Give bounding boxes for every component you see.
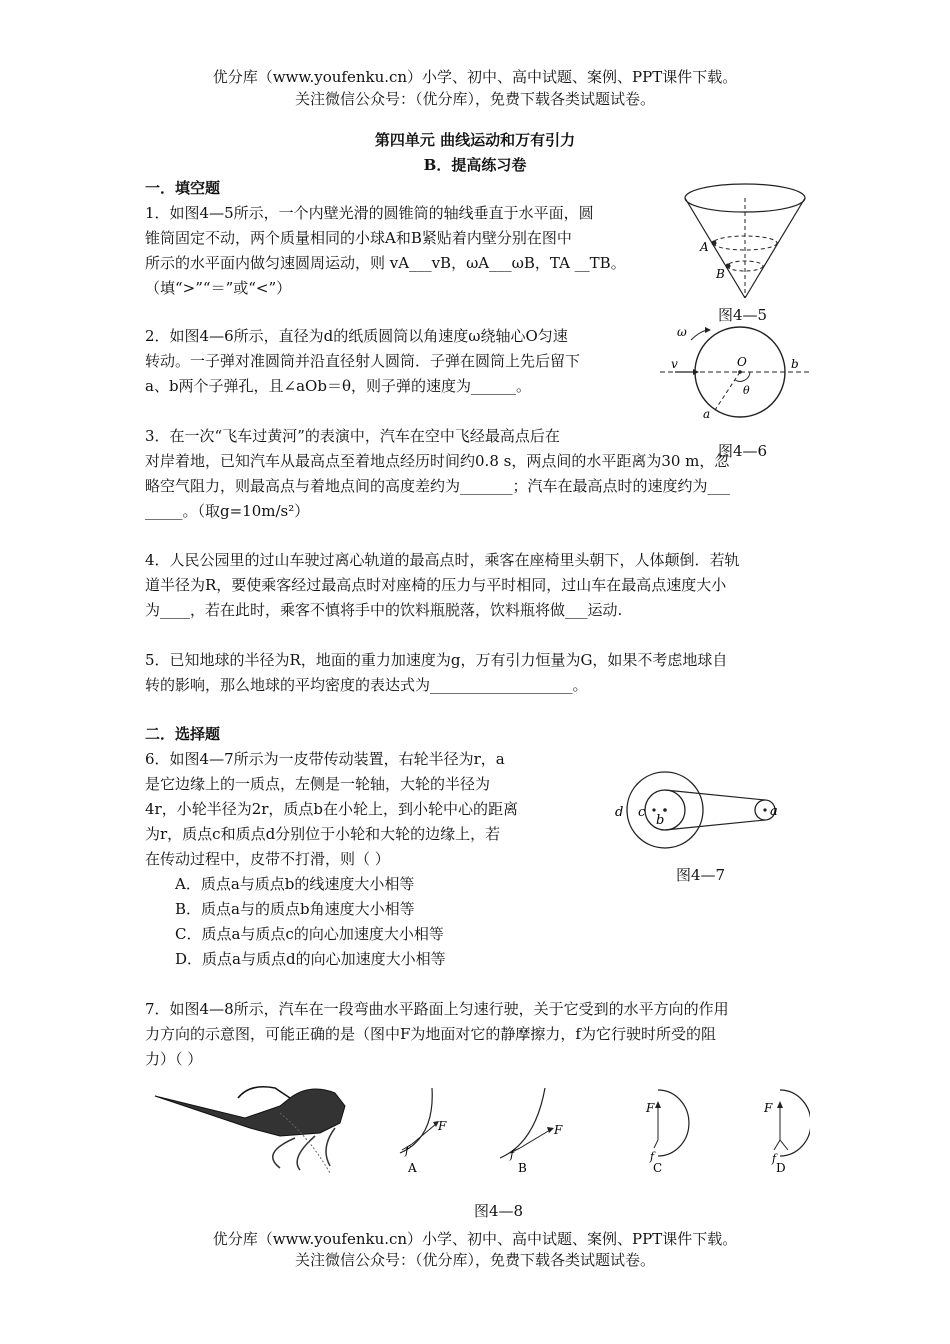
q1-line-1: 1．如图4—5所示，一个内壁光滑的圆锥筒的轴线垂直于水平面，圆 bbox=[145, 204, 594, 222]
diagram-c-F: F bbox=[646, 1101, 655, 1115]
q6-option-d: D．质点a与质点d的向心加速度大小相等 bbox=[175, 950, 446, 968]
q7-line-1: 7．如图4—8所示，汽车在一段弯曲水平路面上匀速行驶，关于它受到的水平方向的作用 bbox=[145, 1000, 729, 1018]
q6-option-b: B．质点a与的质点b角速度大小相等 bbox=[175, 900, 415, 918]
diagram-d-F: F bbox=[764, 1101, 773, 1115]
figure-d-label: d bbox=[615, 805, 624, 820]
q7-line-2: 力方向的示意图，可能正确的是（图中F为地面对它的静摩擦力，f为它行驶时所受的阻 bbox=[145, 1025, 716, 1043]
figure-v-label: v bbox=[671, 357, 678, 371]
q3-line-3: 略空气阻力，则最高点与着地点间的高度差约为_______；汽车在最高点时的速度约为___ bbox=[145, 477, 731, 495]
diagram-label-a: A bbox=[408, 1161, 417, 1175]
section-heading-choice: 二．选择题 bbox=[145, 725, 221, 743]
figure-b-label-2: b bbox=[656, 813, 665, 828]
q3-line-4: _____。（取g=10m/s²） bbox=[145, 502, 310, 520]
q3-line-2: 对岸着地，已知汽车从最高点至着地点经历时间约0.8 s，两点间的水平距离为30 m，忽 bbox=[145, 452, 730, 470]
figure-label-a: A bbox=[700, 240, 709, 254]
q2-line-1: 2．如图4—6所示，直径为d的纸质圆筒以角速度ω绕轴心O匀速 bbox=[145, 327, 568, 345]
q4-line-1: 4．人民公园里的过山车驶过离心轨道的最高点时，乘客在座椅里头朝下，人体颠倒．若轨 bbox=[145, 551, 740, 569]
diagram-b-F: F bbox=[554, 1123, 563, 1137]
figure-omega-label: ω bbox=[677, 325, 687, 339]
q5-line-1: 5．已知地球的半径为R，地面的重力加速度为g，万有引力恒量为G，如果不考虑地球自 bbox=[145, 651, 728, 669]
header-line-1: 优分库（www.youfenku.cn）小学、初中、高中试题、案例、PPT课件下载。 bbox=[212, 68, 738, 86]
diagram-a-f: f bbox=[405, 1144, 410, 1157]
q1-line-3: 所示的水平面内做匀速圆周运动，则 vA___vB，ωA___ωB，TA __TB。 bbox=[145, 254, 626, 272]
figure-4-8-caption: 图4—8 bbox=[474, 1202, 524, 1220]
diagram-d-f: f bbox=[772, 1152, 777, 1165]
figure-o-label: O bbox=[737, 355, 747, 369]
q6-line-5: 在传动过程中，皮带不打滑，则（ ） bbox=[145, 850, 390, 868]
figure-4-7-belt-drive bbox=[610, 770, 785, 855]
q6-line-2: 是它边缘上的一质点，左侧是一轮轴，大轮的半径为 bbox=[145, 775, 491, 793]
figure-a-label-2: a bbox=[770, 804, 778, 819]
page-title: 第四单元 曲线运动和万有引力 bbox=[374, 131, 576, 149]
diagram-label-b: B bbox=[518, 1161, 527, 1175]
q5-line-2: 转的影响，那么地球的平均密度的表达式为___________________。 bbox=[145, 676, 588, 694]
figure-theta-label: θ bbox=[743, 384, 750, 397]
diagram-b-f: f bbox=[510, 1148, 515, 1161]
figure-4-8 bbox=[150, 1078, 810, 1178]
q6-line-4: 为r，质点c和质点d分别位于小轮和大轮的边缘上，若 bbox=[145, 825, 501, 843]
q1-line-2: 锥筒固定不动，两个质量相同的小球A和B紧贴着内壁分别在图中 bbox=[145, 229, 572, 247]
figure-4-7-caption: 图4—7 bbox=[676, 866, 726, 884]
figure-4-5-caption: 图4—5 bbox=[718, 306, 768, 324]
q4-line-3: 为____，若在此时，乘客不慎将手中的饮料瓶脱落，饮料瓶将做___运动. bbox=[145, 601, 623, 619]
q3-line-1: 3．在一次“飞车过黄河”的表演中，汽车在空中飞经最高点后在 bbox=[145, 427, 560, 445]
diagram-a bbox=[400, 1088, 447, 1157]
page-subtitle: B．提高练习卷 bbox=[423, 156, 527, 174]
footer-line-2: 关注微信公众号：（优分库），免费下载各类试题试卷。 bbox=[294, 1251, 655, 1269]
q6-line-3: 4r，小轮半径为2r，质点b在小轮上，到小轮中心的距离 bbox=[145, 800, 519, 818]
figure-4-5-cone bbox=[680, 178, 820, 303]
figure-4-6-cylinder bbox=[655, 320, 815, 425]
q7-line-3: 力）（ ） bbox=[145, 1050, 203, 1068]
figure-4-6-caption: 图4—6 bbox=[718, 442, 768, 460]
diagram-b bbox=[500, 1088, 563, 1161]
diagram-c-f: f bbox=[650, 1150, 655, 1163]
figure-b-label: b bbox=[791, 357, 799, 371]
q6-line-1: 6．如图4—7所示为一皮带传动装置，右轮半径为r，a bbox=[145, 750, 505, 768]
q2-line-3: a、b两个子弹孔，且∠aOb＝θ，则子弹的速度为______。 bbox=[145, 377, 531, 395]
diagram-label-d: D bbox=[776, 1161, 786, 1175]
footer-line-1: 优分库（www.youfenku.cn）小学、初中、高中试题、案例、PPT课件下载。 bbox=[212, 1230, 738, 1248]
q2-line-2: 转动。一子弹对准圆筒并沿直径射人圆筒．子弹在圆筒上先后留下 bbox=[145, 352, 581, 370]
header-line-2: 关注微信公众号：（优分库），免费下载各类试题试卷。 bbox=[294, 90, 655, 108]
q4-line-2: 道半径为R，要使乘客经过最高点时对座椅的压力与平时相同，过山车在最高点速度大小 bbox=[145, 576, 727, 594]
q6-option-c: C．质点a与质点c的向心加速度大小相等 bbox=[175, 925, 444, 943]
q1-line-4: （填“>”“＝”或“<”） bbox=[145, 279, 292, 297]
figure-c-label: c bbox=[638, 805, 646, 820]
figure-a-label: a bbox=[703, 407, 711, 421]
figure-label-b: B bbox=[716, 267, 725, 281]
diagram-c bbox=[645, 1090, 689, 1163]
diagram-d bbox=[763, 1090, 810, 1165]
section-heading-fill: 一．填空题 bbox=[145, 179, 221, 197]
diagram-a-F: F bbox=[438, 1119, 447, 1133]
q6-option-a: A．质点a与质点b的线速度大小相等 bbox=[175, 875, 415, 893]
diagram-label-c: C bbox=[653, 1161, 663, 1175]
car-sketch bbox=[155, 1087, 345, 1173]
